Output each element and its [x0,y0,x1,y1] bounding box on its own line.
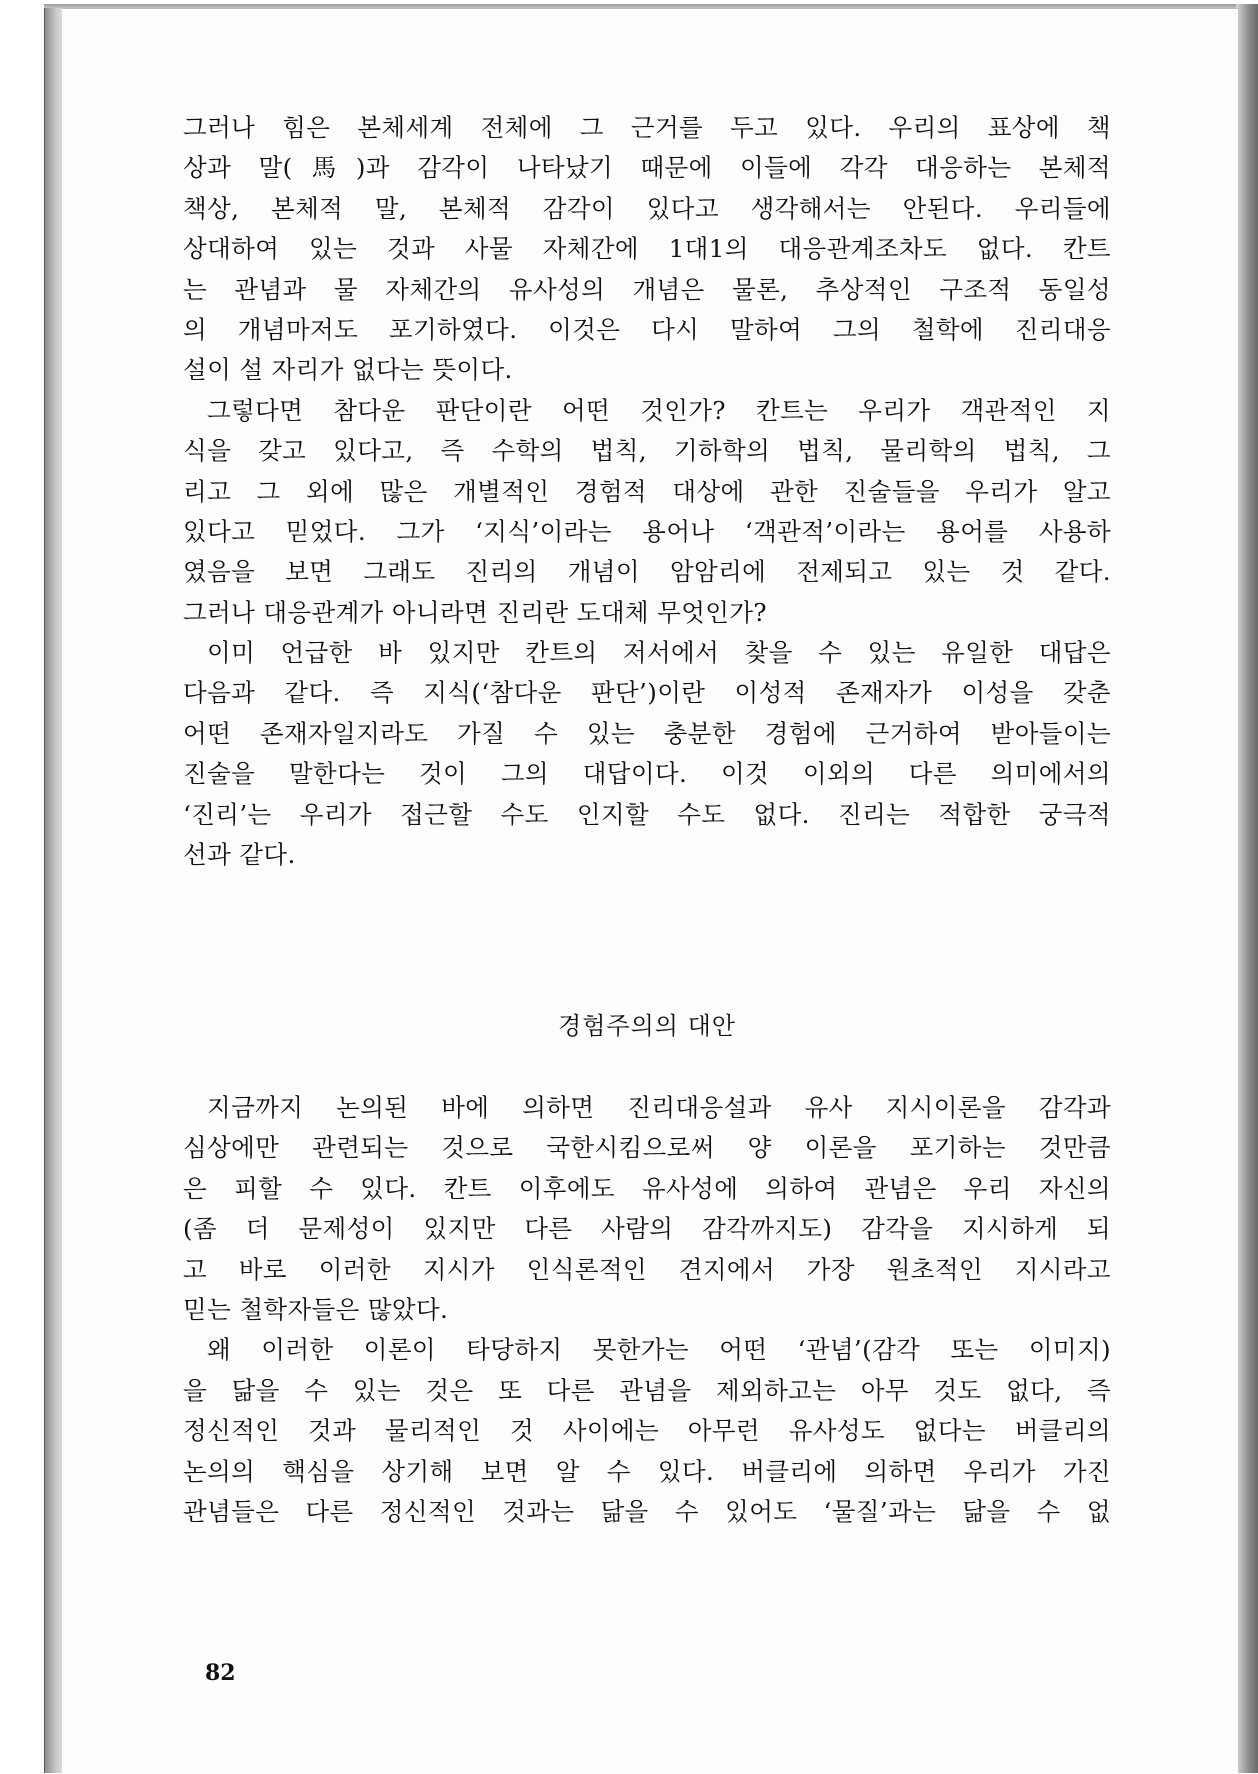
text-line: 선과 같다. [183,840,296,870]
text-line: (좀 더 문제성이 있지만 다른 사람의 감각까지도) 감각을 지시하게 되 [183,1214,1111,1244]
text-line: 다음과 같다. 즉 지식(‘참다운 판단’)이란 이성적 존재자가 이성을 갖춘 [183,678,1111,708]
text-line: 상과 말(馬)과 감각이 나타났기 때문에 이들에 각각 대응하는 본체적 [183,153,1111,183]
text-line: 그러나 대응관계가 아니라면 진리란 도대체 무엇인가? [183,597,767,627]
text-line: 왜 이러한 이론이 타당하지 못한가는 어떤 ‘관념’(감각 또는 이미지) [207,1335,1111,1365]
text-line: 설이 설 자리가 없다는 뜻이다. [183,355,513,385]
text-line: 을 닮을 수 있는 것은 또 다른 관념을 제외하고는 아무 것도 없다, 즉 [183,1375,1111,1405]
body-text-lower [183,1088,1111,1532]
text-line: 고 바로 이러한 지시가 인식론적인 견지에서 가장 원초적인 지시라고 [183,1254,1111,1284]
text-line: 은 피할 수 있다. 칸트 이후에도 유사성에 의하여 관념은 우리 자신의 [183,1173,1111,1203]
text-line: 심상에만 관련되는 것으로 국한시킴으로써 양 이론을 포기하는 것만큼 [183,1133,1111,1163]
text-line: 있다고 믿었다. 그가 ‘지식’이라는 용어나 ‘객관적’이라는 용어를 사용하 [183,516,1111,546]
section-heading: 경험주의의 대안 [558,1012,736,1040]
page-edge-right [1236,4,1258,1773]
text-line: 그렇다면 참다운 판단이란 어떤 것인가? 칸트는 우리가 객관적인 지 [207,395,1111,425]
text-line: 의 개념마저도 포기하였다. 이것은 다시 말하여 그의 철학에 진리대응 [183,314,1111,344]
text-line: 는 관념과 물 자체간의 유사성의 개념은 물론, 추상적인 구조적 동일성 [183,274,1111,304]
text-line: 관념들은 다른 정신적인 것과는 닮을 수 있어도 ‘물질’과는 닮을 수 없 [183,1496,1111,1526]
text-line: 어떤 존재자일지라도 가질 수 있는 충분한 경험에 근거하여 받아들이는 [183,718,1111,748]
text-line: 지금까지 논의된 바에 의하면 진리대응설과 유사 지시이론을 감각과 [207,1093,1111,1122]
text-line: 리고 그 외에 많은 개별적인 경험적 대상에 관한 진술들을 우리가 알고 [183,476,1111,506]
text-line: 이미 언급한 바 있지만 칸트의 저서에서 찾을 수 있는 유일한 대답은 [207,638,1111,668]
text-line: 믿는 철학자들은 많았다. [183,1294,449,1324]
text-line: 그러나 힘은 본체세계 전체에 그 근거를 두고 있다. 우리의 표상에 책 [183,113,1111,142]
body-text-upper [183,108,1111,875]
text-line: 상대하여 있는 것과 사물 자체간에 1대1의 대응관계조차도 없다. 칸트 [183,234,1111,264]
text-line: 논의의 핵심을 상기해 보면 알 수 있다. 버클리에 의하면 우리가 가진 [183,1456,1111,1486]
page-number: 82 [205,1660,236,1686]
text-line: ‘진리’는 우리가 접근할 수도 인지할 수도 없다. 진리는 적합한 궁극적 [183,799,1111,829]
text-line: 정신적인 것과 물리적인 것 사이에는 아무런 유사성도 없다는 버클리의 [183,1416,1111,1446]
text-line: 식을 갖고 있다고, 즉 수학의 법칙, 기하학의 법칙, 물리학의 법칙, 그 [183,436,1111,466]
text-line: 진술을 말한다는 것이 그의 대답이다. 이것 이외의 다른 의미에서의 [183,759,1111,789]
text-line: 였음을 보면 그래도 진리의 개념이 암암리에 전제되고 있는 것 같다. [183,557,1111,587]
text-line: 책상, 본체적 말, 본체적 감각이 있다고 생각해서는 안된다. 우리들에 [183,193,1111,223]
